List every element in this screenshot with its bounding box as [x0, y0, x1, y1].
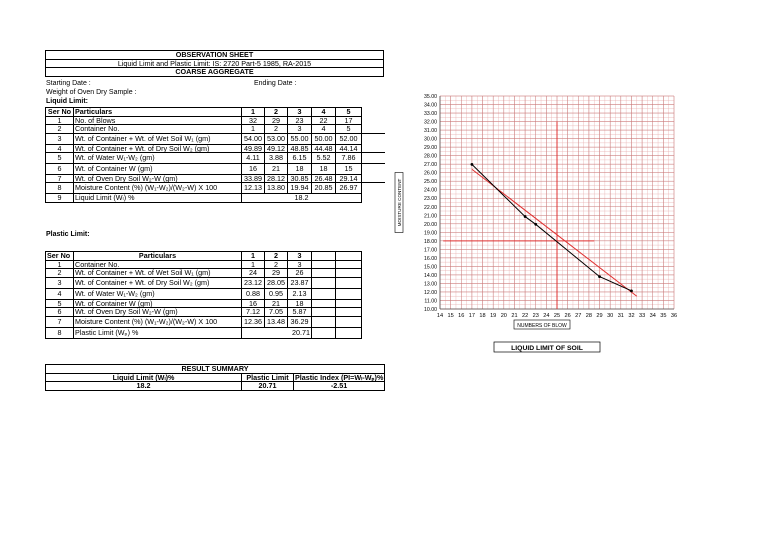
value-cell: 23.12	[242, 277, 265, 288]
result-heading: RESULT SUMMARY	[46, 365, 385, 374]
value-cell: 48.85	[288, 144, 312, 153]
value-cell: 22	[312, 116, 336, 125]
value-cell: 3	[288, 125, 312, 134]
value-cell: 0.95	[265, 288, 288, 299]
y-tick-label: 11.00	[424, 298, 437, 305]
value-cell: 0.88	[242, 288, 265, 299]
value-cell: 53.00	[265, 133, 288, 144]
ending-date: Ending Date :	[254, 80, 297, 87]
value-cell: 44.48	[312, 144, 336, 153]
particulars-cell: Wt. of Container W (gm)	[74, 299, 242, 308]
plastic-limit-table	[45, 251, 385, 339]
col-trial: 2	[265, 108, 288, 117]
y-tick-label: 19.00	[424, 230, 437, 237]
x-tick-label: 18	[479, 313, 486, 319]
x-tick-label: 35	[660, 313, 667, 319]
liquid-limit-chart	[388, 88, 688, 358]
value-cell: 19.94	[288, 183, 312, 194]
ser-no-cell: 4	[46, 288, 74, 299]
value-cell: 30.85	[288, 174, 312, 183]
empty-cell	[312, 288, 336, 299]
col-trial: 2	[265, 252, 288, 261]
y-tick-label: 17.00	[424, 247, 437, 254]
particulars-cell: Plastic Limit (Wₚ) %	[74, 327, 242, 338]
observation-header	[45, 50, 384, 77]
y-tick-label: 35.00	[424, 94, 437, 100]
particulars-cell: Wt. of Water W₁-W₂ (gm)	[74, 153, 242, 164]
particulars-cell: No. of Blows	[74, 116, 242, 125]
x-tick-label: 26	[564, 313, 571, 319]
empty-cell	[336, 327, 362, 338]
x-tick-label: 22	[521, 313, 529, 319]
y-tick-label: 10.00	[424, 307, 437, 313]
empty-cell	[336, 288, 362, 299]
table-row	[46, 153, 385, 164]
table-row	[46, 125, 385, 134]
value-cell: 21	[265, 163, 288, 174]
value-cell: 7.86	[336, 153, 362, 164]
pl-header-row	[46, 252, 385, 261]
particulars-cell: Wt. of Container W (gm)	[74, 163, 242, 174]
x-tick-label: 14	[436, 313, 444, 319]
table-row	[46, 316, 385, 327]
value-cell: 26	[288, 269, 312, 278]
x-tick-label: 30	[607, 313, 614, 319]
value-cell: 12.13	[242, 183, 265, 194]
particulars-cell: Wt. of Container + Wt. of Wet Soil W₁ (gm)	[74, 133, 242, 144]
value-cell: 36.29	[288, 316, 312, 327]
ser-no-cell: 6	[46, 163, 74, 174]
particulars-cell: Container No.	[74, 260, 242, 269]
y-tick-label: 14.00	[424, 272, 437, 279]
empty-cell	[336, 299, 362, 308]
col-trial: 5	[336, 108, 362, 117]
empty-cell	[336, 316, 362, 327]
value-cell: 2	[265, 260, 288, 269]
y-tick-label: 28.00	[424, 153, 437, 160]
value-cell: 29	[265, 116, 288, 125]
x-tick-label: 23	[532, 313, 539, 319]
value-cell: 49.12	[265, 144, 288, 153]
empty-cell	[312, 299, 336, 308]
result-col-plastic: Plastic Limit	[242, 373, 294, 382]
ser-no-cell: 7	[46, 316, 74, 327]
value-cell: 29	[265, 269, 288, 278]
y-tick-label: 15.00	[424, 264, 437, 271]
value-cell: 18	[288, 299, 312, 308]
data-point	[534, 223, 537, 226]
table-row	[46, 163, 385, 174]
value-cell: 13.48	[265, 316, 288, 327]
y-tick-label: 22.00	[424, 204, 437, 211]
empty-cell	[336, 252, 362, 261]
value-cell: 29.14	[336, 174, 362, 183]
y-tick-label: 25.00	[424, 179, 437, 186]
plastic-limit-heading: Plastic Limit:	[46, 231, 90, 238]
empty-cell	[336, 269, 362, 278]
y-tick-label: 34.00	[424, 102, 437, 109]
value-cell: 23.87	[288, 277, 312, 288]
col-trial: 1	[242, 108, 265, 117]
result-col-liquid: Liquid Limit (Wₗ)%	[46, 373, 242, 382]
value-cell: 44.14	[336, 144, 362, 153]
col-ser-no: Ser No	[46, 252, 74, 261]
liquid-limit-row	[46, 194, 385, 203]
y-axis-label-text: MOISTURE CONTENT	[397, 178, 402, 227]
value-cell: 49.89	[242, 144, 265, 153]
y-tick-label: 29.00	[424, 145, 437, 152]
x-tick-label: 27	[575, 313, 582, 319]
value-cell: 1	[242, 125, 265, 134]
y-tick-label: 27.00	[424, 162, 437, 169]
x-axis-label	[514, 320, 570, 329]
value-cell: 20.85	[312, 183, 336, 194]
value-cell: 7.12	[242, 308, 265, 317]
empty-cell	[336, 260, 362, 269]
particulars-cell: Wt. of Container + Wt. of Dry Soil W₂ (gm)	[74, 144, 242, 153]
x-tick-label: 16	[458, 313, 465, 319]
particulars-cell: Moisture Content (%) (W₁-W₂)/(W₂-W) X 100	[74, 316, 242, 327]
value-cell: 7.05	[265, 308, 288, 317]
col-particulars: Particulars	[74, 252, 242, 261]
y-tick-label: 18.00	[424, 238, 437, 245]
ll-header-row	[46, 108, 385, 117]
x-tick-label: 25	[553, 313, 561, 319]
empty-cell	[312, 316, 336, 327]
sheet-title: OBSERVATION SHEET	[46, 51, 384, 60]
y-tick-label: 21.00	[424, 213, 437, 220]
ser-no-cell: 8	[46, 327, 74, 338]
col-ser-no: Ser No	[46, 108, 74, 117]
particulars-cell: Wt. of Water W₁-W₂ (gm)	[74, 288, 242, 299]
x-tick-label: 31	[617, 313, 624, 319]
col-trial: 3	[288, 108, 312, 117]
table-row	[46, 144, 385, 153]
empty-cell	[312, 277, 336, 288]
value-cell: 18	[312, 163, 336, 174]
y-tick-label: 23.00	[424, 196, 437, 203]
ser-no-cell: 1	[46, 260, 74, 269]
x-tick-label: 21	[511, 313, 518, 319]
value-cell: 4	[312, 125, 336, 134]
table-row	[46, 299, 385, 308]
value-cell: 16	[242, 299, 265, 308]
value-cell: 17	[336, 116, 362, 125]
value-cell: 3.88	[265, 153, 288, 164]
data-point	[630, 289, 633, 292]
table-row	[46, 116, 385, 125]
x-axis-label-text: NUMBERS OF BLOW	[517, 323, 567, 329]
y-tick-label: 31.00	[424, 128, 437, 135]
col-trial: 4	[312, 108, 336, 117]
oven-weight: Weight of Oven Dry Sample :	[46, 89, 137, 96]
col-trial: 1	[242, 252, 265, 261]
chart-title	[494, 342, 600, 352]
ser-no-cell: 8	[46, 183, 74, 194]
x-tick-label: 24	[543, 313, 550, 319]
table-row	[46, 183, 385, 194]
value-cell: 21	[265, 299, 288, 308]
particulars-cell: Container No.	[74, 125, 242, 134]
data-point	[524, 215, 527, 218]
value-cell: 50.00	[312, 133, 336, 144]
value-cell: 3	[288, 260, 312, 269]
sheet-material: COARSE AGGREGATE	[46, 68, 384, 77]
chart-title-text: LIQUID LIMIT OF SOIL	[511, 345, 583, 352]
empty-cell	[312, 327, 336, 338]
x-tick-label: 32	[628, 313, 635, 319]
y-tick-label: 33.00	[424, 111, 437, 118]
liquid-limit-heading: Liquid Limit:	[46, 98, 88, 105]
value-cell: 55.00	[288, 133, 312, 144]
value-cell: 12.36	[242, 316, 265, 327]
value-cell: 6.15	[288, 153, 312, 164]
plastic-limit-value: 20.71	[242, 327, 312, 338]
data-point	[598, 275, 601, 278]
ser-no-cell: 6	[46, 308, 74, 317]
value-cell: 32	[242, 116, 265, 125]
ser-no-cell: 3	[46, 133, 74, 144]
x-tick-label: 19	[490, 313, 497, 319]
x-tick-label: 28	[585, 313, 593, 319]
value-cell: 15	[336, 163, 362, 174]
empty-cell	[336, 277, 362, 288]
particulars-cell: Wt. of Oven Dry Soil W₂-W (gm)	[74, 308, 242, 317]
value-cell: 5.87	[288, 308, 312, 317]
value-cell: 54.00	[242, 133, 265, 144]
value-cell: 4.11	[242, 153, 265, 164]
y-tick-label: 16.00	[424, 255, 437, 262]
table-row	[46, 277, 385, 288]
table-row	[46, 269, 385, 278]
ser-no-cell: 5	[46, 153, 74, 164]
x-tick-label: 15	[447, 313, 454, 319]
x-tick-label: 17	[468, 313, 476, 319]
ser-no-cell: 9	[46, 194, 74, 203]
value-cell: 2.13	[288, 288, 312, 299]
empty-cell	[312, 269, 336, 278]
ser-no-cell: 5	[46, 299, 74, 308]
sheet-subtitle: Liquid Limit and Plastic Limit: IS: 2720 Part-5 1985, RA-2015	[46, 59, 384, 68]
x-tick-label: 33	[638, 313, 646, 319]
empty-cell	[312, 260, 336, 269]
x-tick-label: 29	[596, 313, 603, 319]
table-row	[46, 260, 385, 269]
y-tick-label: 30.00	[424, 136, 437, 143]
value-cell: 33.89	[242, 174, 265, 183]
y-tick-label: 13.00	[424, 281, 437, 288]
y-tick-label: 24.00	[424, 187, 437, 194]
value-cell: 18	[288, 163, 312, 174]
starting-date: Starting Date :	[46, 80, 91, 87]
result-summary	[45, 364, 385, 391]
ser-no-cell: 3	[46, 277, 74, 288]
table-row	[46, 133, 385, 144]
table-row	[46, 174, 385, 183]
value-cell: 52.00	[336, 133, 362, 144]
empty-cell	[312, 308, 336, 317]
value-cell: 1	[242, 260, 265, 269]
col-particulars: Particulars	[74, 108, 242, 117]
ser-no-cell: 2	[46, 125, 74, 134]
x-tick-label: 20	[500, 313, 507, 319]
table-row	[46, 308, 385, 317]
liquid-limit-value: 18.2	[242, 194, 362, 203]
y-axis-label	[395, 173, 403, 233]
result-pi-value: -2.51	[294, 382, 385, 391]
y-tick-label: 12.00	[424, 289, 437, 296]
x-tick-label: 36	[670, 313, 678, 319]
value-cell: 28.05	[265, 277, 288, 288]
liquid-limit-table	[45, 107, 385, 203]
particulars-cell: Wt. of Oven Dry Soil W₂-W (gm)	[74, 174, 242, 183]
particulars-cell: Moisture Content (%) (W₁-W₂)/(W₂-W) X 100	[74, 183, 242, 194]
table-row	[46, 288, 385, 299]
ser-no-cell: 1	[46, 116, 74, 125]
value-cell: 13.80	[265, 183, 288, 194]
value-cell: 26.48	[312, 174, 336, 183]
empty-cell	[336, 308, 362, 317]
result-liquid-value: 18.2	[46, 382, 242, 391]
y-tick-label: 20.00	[424, 221, 437, 228]
x-tick-label: 34	[649, 313, 656, 319]
value-cell: 5	[336, 125, 362, 134]
value-cell: 2	[265, 125, 288, 134]
value-cell: 5.52	[312, 153, 336, 164]
particulars-cell: Liquid Limit (Wₗ) %	[74, 194, 242, 203]
y-tick-label: 32.00	[424, 119, 437, 126]
empty-cell	[312, 252, 336, 261]
col-trial: 3	[288, 252, 312, 261]
particulars-cell: Wt. of Container + Wt. of Wet Soil W₁ (gm)	[74, 269, 242, 278]
value-cell: 28.12	[265, 174, 288, 183]
ser-no-cell: 4	[46, 144, 74, 153]
value-cell: 24	[242, 269, 265, 278]
ser-no-cell: 7	[46, 174, 74, 183]
value-cell: 26.97	[336, 183, 362, 194]
value-cell: 16	[242, 163, 265, 174]
y-tick-label: 26.00	[424, 170, 437, 177]
particulars-cell: Wt. of Container + Wt. of Dry Soil W₂ (gm)	[74, 277, 242, 288]
value-cell: 23	[288, 116, 312, 125]
plastic-limit-row	[46, 327, 385, 338]
ser-no-cell: 2	[46, 269, 74, 278]
result-plastic-value: 20.71	[242, 382, 294, 391]
data-point	[471, 163, 474, 166]
result-col-pi: Plastic Index (PI=Wₗ-Wₚ)%	[295, 373, 384, 382]
